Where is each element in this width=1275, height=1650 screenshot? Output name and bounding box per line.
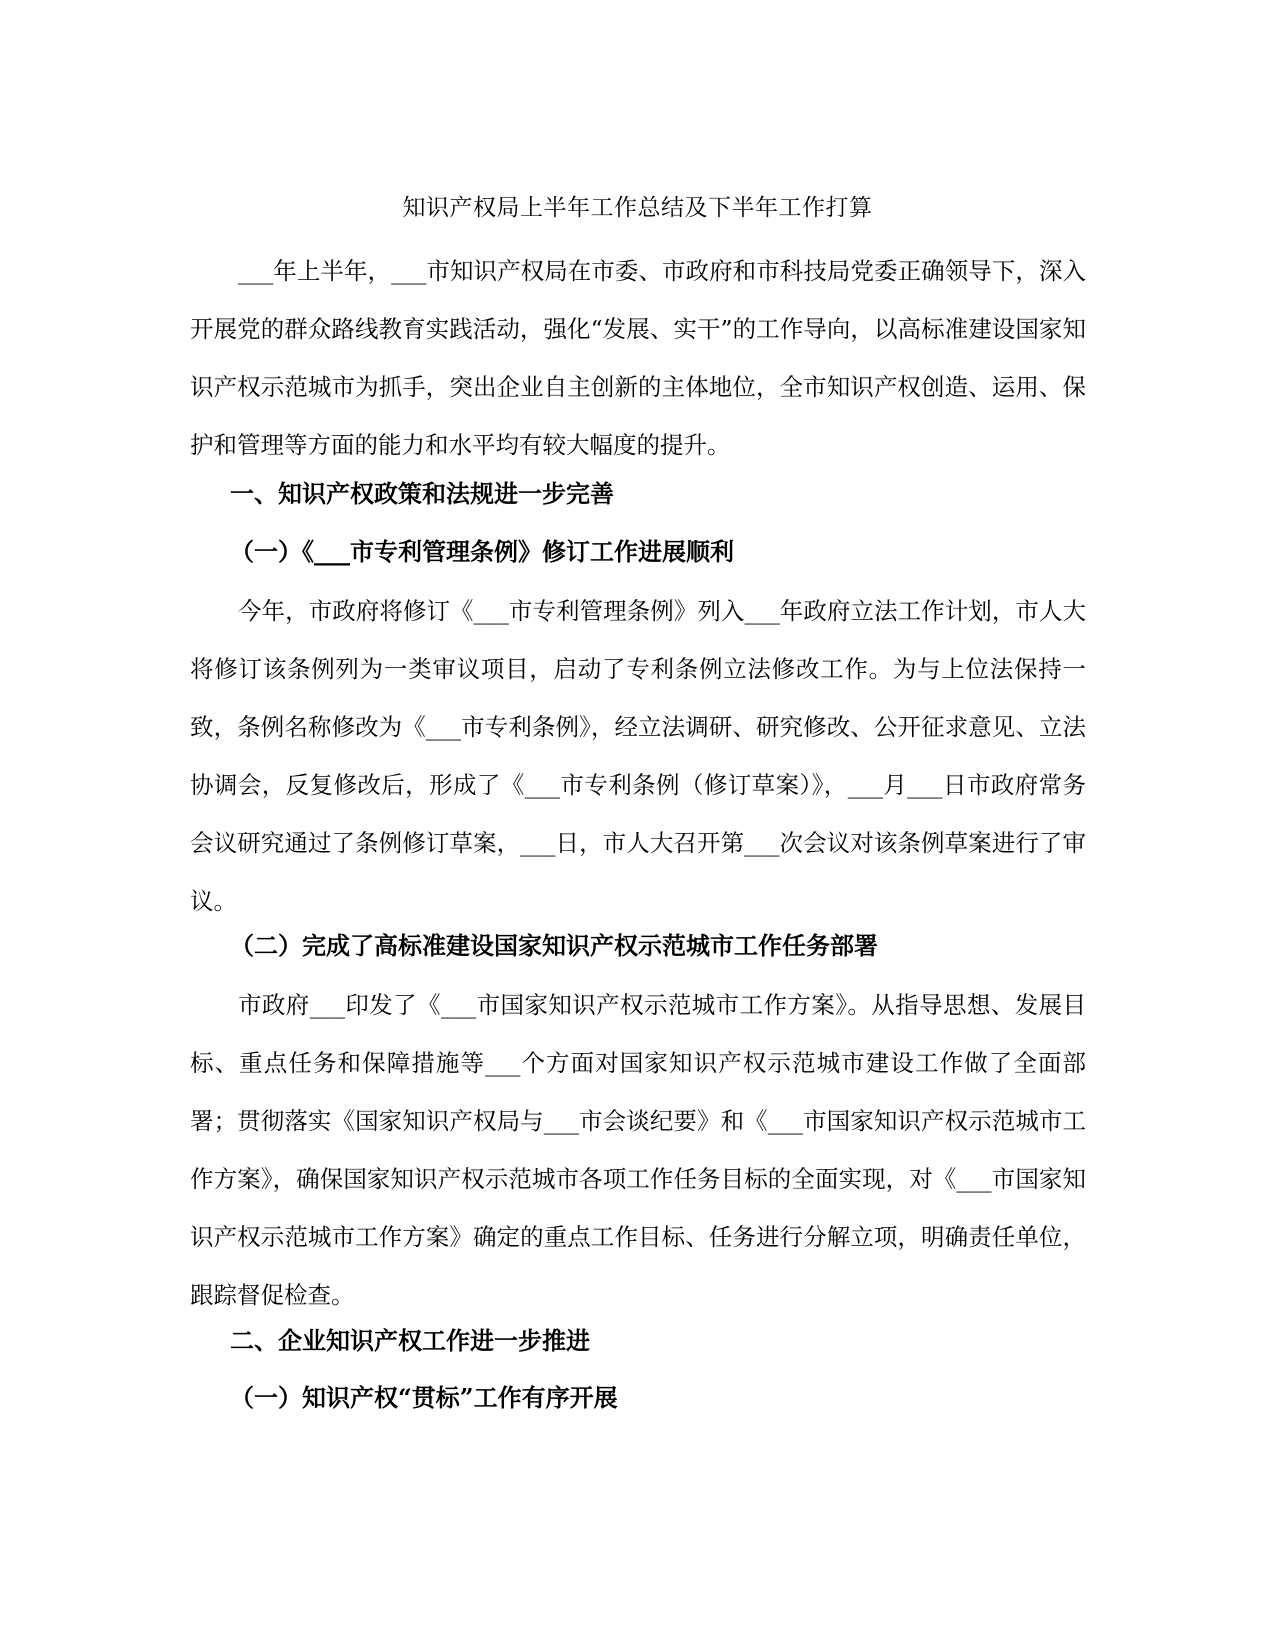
intro-paragraph: ___年上半年，___市知识产权局在市委、市政府和市科技局党委正确领导下，深入开展党的群众路线教育实践活动，强化“发展、实干”的工作导向，以高标准建设国家知识产权示范城市为抓手，突出企业自主创新的主体地位，全市知识产权创造、运用、保护和管理等方面的能力和水平均有较大幅度的提升。	[190, 257, 1086, 459]
section-2-sub-1-heading: （一）知识产权“贯标”工作有序开展	[230, 1383, 618, 1412]
section-1-sub-1-heading: （一）《___市专利管理条例》修订工作进展顺利	[230, 537, 734, 566]
section-1-sub-2-heading: （二）完成了高标准建设国家知识产权示范城市工作任务部署	[230, 931, 878, 960]
section-2-heading: 二、企业知识产权工作进一步推进	[230, 1326, 590, 1355]
section-1-sub-1-paragraph: 今年，市政府将修订《___市专利管理条例》列入___年政府立法工作计划，市人大将修订该条例列为一类审议项目，启动了专利条例立法修改工作。为与上位法保持一致，条例名称修改为《___市专利条例》，经立法调研、研究修改、公开征求意见、立法协调会，反复修改后，形成了《___市专利条例（修订草案）》，___月___日市政府常务会议研究通过了条例修订草案，___日，市人大召开第___次会议对该条例草案进行了审议。	[190, 597, 1086, 915]
section-1-heading: 一、知识产权政策和法规进一步完善	[230, 479, 614, 508]
document-title: 知识产权局上半年工作总结及下半年工作打算	[402, 195, 873, 221]
section-1-sub-2-paragraph: 市政府___印发了《___市国家知识产权示范城市工作方案》。从指导思想、发展目标、重点任务和保障措施等___个方面对国家知识产权示范城市建设工作做了全面部署；贯彻落实《国家知识产权局与___市会谈纪要》和《___市国家知识产权示范城市工作方案》，确保国家知识产权示范城市各项工作任务目标的全面实现，对《___市国家知识产权示范城市工作方案》确定的重点工作目标、任务进行分解立项，明确责任单位，跟踪督促检查。	[190, 991, 1086, 1309]
